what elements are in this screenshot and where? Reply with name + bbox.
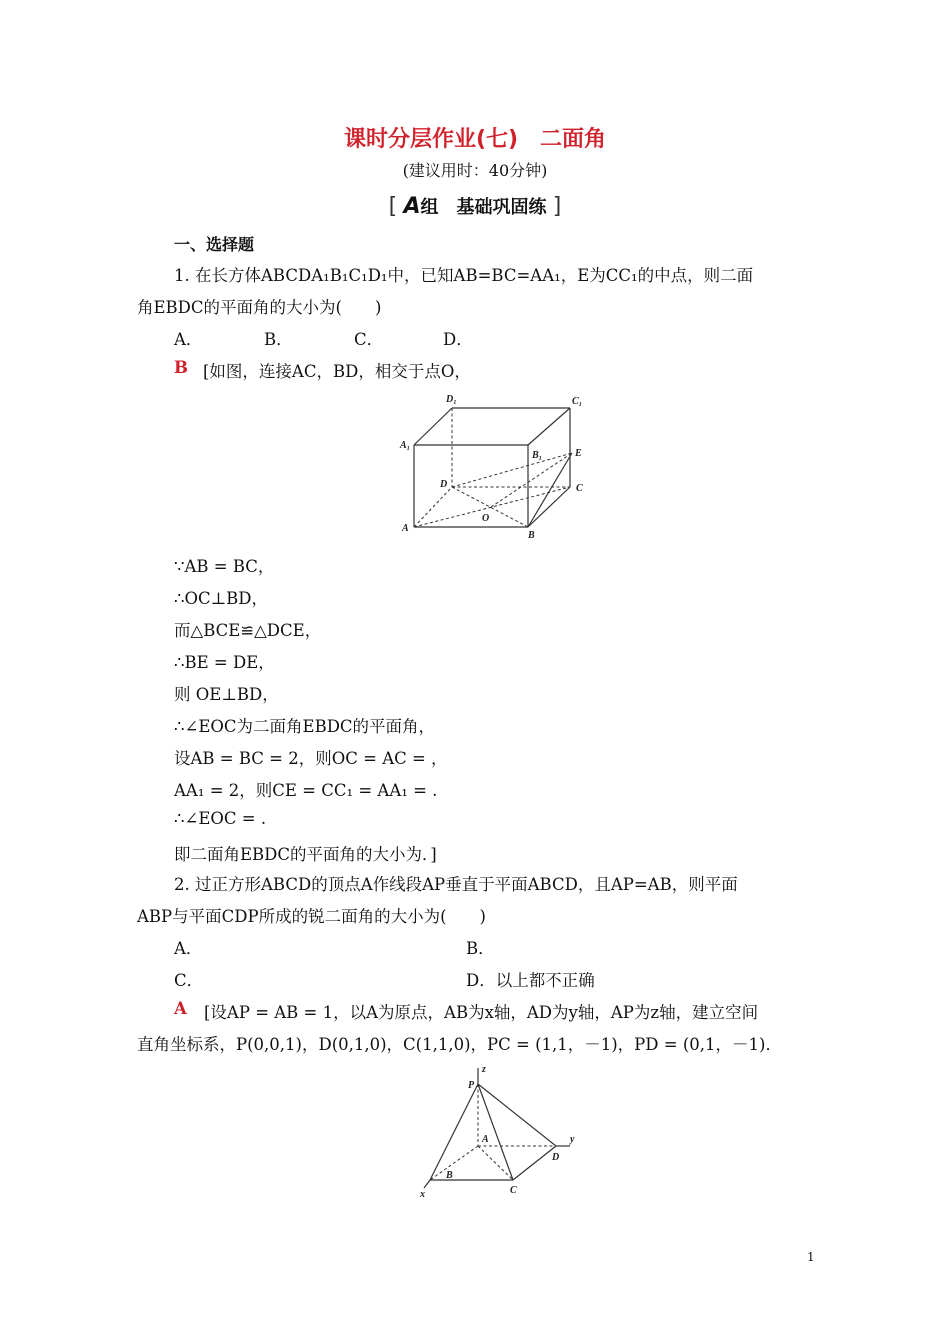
fig1-label-b1: B₁ bbox=[532, 450, 543, 461]
q1-step-1: ∵AB = BC， bbox=[174, 557, 275, 576]
q2-stem-line1: 2. 过正方形ABCD的顶点A作线段AP垂直于平面ABCD，且AP=AB，则平面 bbox=[174, 875, 738, 894]
fig1-label-a1: A₁ bbox=[400, 440, 411, 451]
group-bracket-left: [ bbox=[388, 194, 398, 219]
q2-pyramid-figure bbox=[410, 1062, 590, 1202]
section-heading: 一、选择题 bbox=[174, 235, 255, 254]
fig2-label-b: B bbox=[446, 1170, 453, 1181]
group-bracket-right: ] bbox=[552, 194, 562, 219]
q1-stem-line1: 1. 在长方体ABCDA₁B₁C₁D₁中，已知AB=BC=AA₁，E为CC₁的中点，则二面 bbox=[174, 266, 754, 285]
q1-stem-line2: 角EBDC的平面角的大小为( ) bbox=[137, 298, 382, 317]
fig2-label-p: P bbox=[468, 1080, 475, 1091]
fig1-label-o: O bbox=[482, 513, 490, 524]
q2-option-a: A． bbox=[174, 939, 203, 958]
fig2-label-c: C bbox=[510, 1185, 517, 1196]
q1-option-a: A． bbox=[174, 330, 203, 349]
q2-option-d: D．以上都不正确 bbox=[466, 971, 595, 990]
group-label: 组 基础巩固练 bbox=[420, 197, 547, 218]
fig1-label-b: B bbox=[528, 530, 535, 541]
fig1-label-a: A bbox=[402, 523, 409, 534]
fig2-label-z: z bbox=[482, 1064, 486, 1075]
q1-step-10: 即二面角EBDC的平面角的大小为．] bbox=[174, 845, 437, 864]
q2-stem-line2: ABP与平面CDP所成的锐二面角的大小为( ) bbox=[137, 907, 486, 926]
q2-answer: A bbox=[174, 999, 187, 1018]
q2-option-b: B． bbox=[466, 939, 495, 958]
q1-option-d: D． bbox=[443, 330, 473, 349]
q1-step-9: ∴∠EOC = . bbox=[174, 809, 267, 828]
group-letter: A bbox=[403, 194, 421, 219]
q1-option-c: C． bbox=[354, 330, 384, 349]
q2-solution-line1: [设AP = AB = 1，以A为原点，AB为x轴，AD为y轴，AP为z轴，建立空间 bbox=[204, 1003, 759, 1022]
fig1-label-e: E bbox=[575, 448, 582, 459]
fig2-label-a: A bbox=[482, 1134, 489, 1145]
page-title: 课时分层作业(七) 二面角 bbox=[343, 127, 607, 152]
q2-option-c: C． bbox=[174, 971, 204, 990]
fig1-label-d: D bbox=[440, 479, 448, 490]
q1-solution-intro: [如图，连接AC，BD，相交于点O， bbox=[203, 362, 471, 381]
fig2-label-d: D bbox=[552, 1152, 560, 1163]
q1-step-2: ∴OC⊥BD， bbox=[174, 589, 269, 608]
q1-cuboid-figure bbox=[390, 390, 600, 542]
fig1-label-c1: C₁ bbox=[572, 396, 583, 407]
q1-step-4: ∴BE = DE， bbox=[174, 653, 275, 672]
q1-option-b: B． bbox=[264, 330, 293, 349]
page-number: 1 bbox=[807, 1250, 815, 1264]
time-hint: (建议用时：40分钟) bbox=[402, 161, 548, 180]
group-heading bbox=[0, 193, 950, 219]
q1-step-7: 设AB = BC = 2，则OC = AC = ， bbox=[174, 749, 448, 768]
fig1-label-d1: D₁ bbox=[446, 394, 457, 405]
q1-step-3: 而△BCE≌△DCE， bbox=[174, 621, 322, 640]
q1-answer: B bbox=[174, 358, 188, 377]
q1-step-6: ∴∠EOC为二面角EBDC的平面角， bbox=[174, 717, 436, 736]
q2-solution-line2: 直角坐标系，P(0,0,1)，D(0,1,0)，C(1,1,0)，PC = (1,1，－1)，PD = (0,1，－1)． bbox=[137, 1035, 782, 1054]
q1-step-8: AA₁ = 2，则CE = CC₁ = AA₁ = . bbox=[174, 781, 438, 800]
fig2-label-y: y bbox=[570, 1134, 575, 1145]
q1-step-5: 则 OE⊥BD， bbox=[174, 685, 279, 704]
fig1-label-c: C bbox=[576, 483, 583, 494]
fig2-label-x: x bbox=[420, 1189, 425, 1200]
